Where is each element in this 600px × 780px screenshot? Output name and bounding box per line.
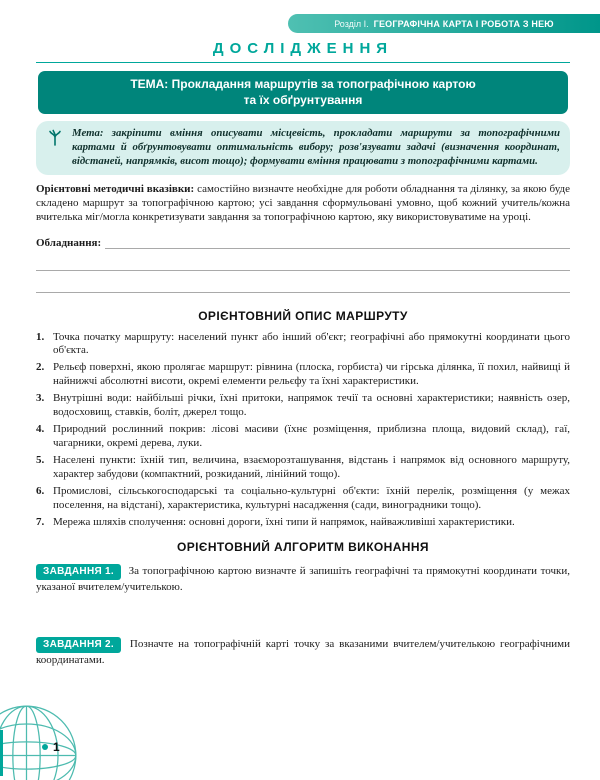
item-number: 7. (36, 516, 45, 529)
chapter-label: Розділ І. (334, 18, 369, 29)
item-number: 5. (36, 454, 45, 467)
task-1 (36, 564, 570, 595)
item-text: Точка початку маршруту: населений пункт або інший об'єкт; географічні або прямокутні координати цього об'єкта. (53, 330, 570, 357)
equipment-label: Обладнання: (36, 236, 102, 249)
task-1-badge: ЗАВДАННЯ 1. (36, 564, 121, 580)
guidelines-label: Орієнтовні методичні вказівки: (36, 182, 195, 195)
equipment-write-line[interactable] (105, 235, 570, 249)
route-list-item (36, 454, 570, 482)
edge-accent-bar (0, 730, 3, 776)
algorithm-section-heading: ОРІЄНТОВНИЙ АЛГОРИТМ ВИКОНАННЯ (177, 540, 429, 555)
meta-text: закріпити вміння описувати місцевість, прокладати маршрути за топографічними картами й обґрунтовувати оптимальність вибору; розв'язувати задачі (визначення координат, відстаней, напрямків, висот тощо); формувати вміння працювати з топографічними картами. (72, 127, 560, 167)
guidelines-paragraph (36, 182, 570, 225)
item-text: Рельєф поверхні, якою пролягає маршрут: рівнина (плоска, горбиста) чи гірська ділянка, її похил, найвищі й найнижчі абсолютні висоти, окремі елементи рельєфу та їхні характеристики. (53, 361, 570, 388)
research-heading: ДОСЛІДЖЕННЯ (36, 40, 570, 63)
chapter-header-bar (288, 14, 600, 33)
item-text: Промислові, сільськогосподарські та соціально-культурні об'єкти: їхній перелік, розміщення (у межах поселення, на відстані), характеристика, культурні насадження (сади, виноградники тощо). (53, 485, 570, 512)
meta-box (36, 121, 570, 174)
globe-decoration-icon (0, 703, 79, 780)
route-description-list (36, 331, 570, 531)
chapter-title-label: ГЕОГРАФІЧНА КАРТА І РОБОТА З НЕЮ (373, 18, 554, 29)
route-list-item (36, 485, 570, 513)
task-2-text: Позначте на топографічній карті точку за вказаними вчителем/учителькою географічними координатами. (36, 638, 570, 667)
item-number: 1. (36, 330, 45, 343)
item-text: Населені пункти: їхній тип, величина, взаєморозташування, відстань і напрямок від основного маршруту, характер забудови (компактний, розкиданий, лінійний тощо). (53, 454, 570, 481)
item-number: 6. (36, 485, 45, 498)
theme-box (38, 71, 568, 114)
item-number: 3. (36, 392, 45, 405)
item-text: Мережа шляхів сполучення: основні дороги, їхні типи й напрямок, найважливіші характеристики. (53, 516, 515, 529)
page-number-value: 1 (53, 740, 60, 754)
route-list-item (36, 361, 570, 389)
route-list-item (36, 423, 570, 451)
theme-line-2: та їх обґрунтування (243, 92, 363, 107)
item-number: 4. (36, 423, 45, 436)
equipment-row (36, 235, 570, 249)
page-number (42, 740, 60, 754)
write-line-2[interactable] (36, 271, 570, 293)
item-text: Внутрішні води: найбільші річки, їхні притоки, напрямок течії та основні характеристики; наявність озер, водосховищ, ставків, боліт, джерел тощо. (53, 392, 570, 419)
page-number-dot (42, 744, 48, 750)
item-text: Природний рослинний покрив: лісові масиви (їхнє розміщення, приблизна площа, видовий склад), гаї, чагарники, окремі дерева, луки. (53, 423, 570, 450)
route-list-item (36, 516, 570, 530)
task-1-text: За топографічною картою визначте й запишіть географічні та прямокутні координати точки, указаної вчителем/учителькою. (36, 565, 570, 594)
task-2 (36, 637, 570, 668)
meta-label: Мета: (72, 127, 104, 140)
write-line-1[interactable] (36, 249, 570, 271)
task-2-badge: ЗАВДАННЯ 2. (36, 637, 121, 653)
route-section-heading: ОРІЄНТОВНИЙ ОПИС МАРШРУТУ (198, 308, 408, 323)
meta-sprout-icon (45, 128, 65, 148)
route-list-item (36, 392, 570, 420)
guidelines-text: самостійно визначте необхідне для роботи обладнання та ділянку, за якою буде складено маршрут за топографічною картою; усі завдання сформульовані умовно, щоб кожний учитель/кожна вчителька міг/могла конкретизувати завдання за топографічною картою, яку використовуватиме на уроці. (36, 182, 570, 224)
item-number: 2. (36, 361, 45, 374)
route-list-item (36, 331, 570, 359)
theme-line-1: ТЕМА: Прокладання маршрутів за топографічною картою (130, 77, 476, 91)
